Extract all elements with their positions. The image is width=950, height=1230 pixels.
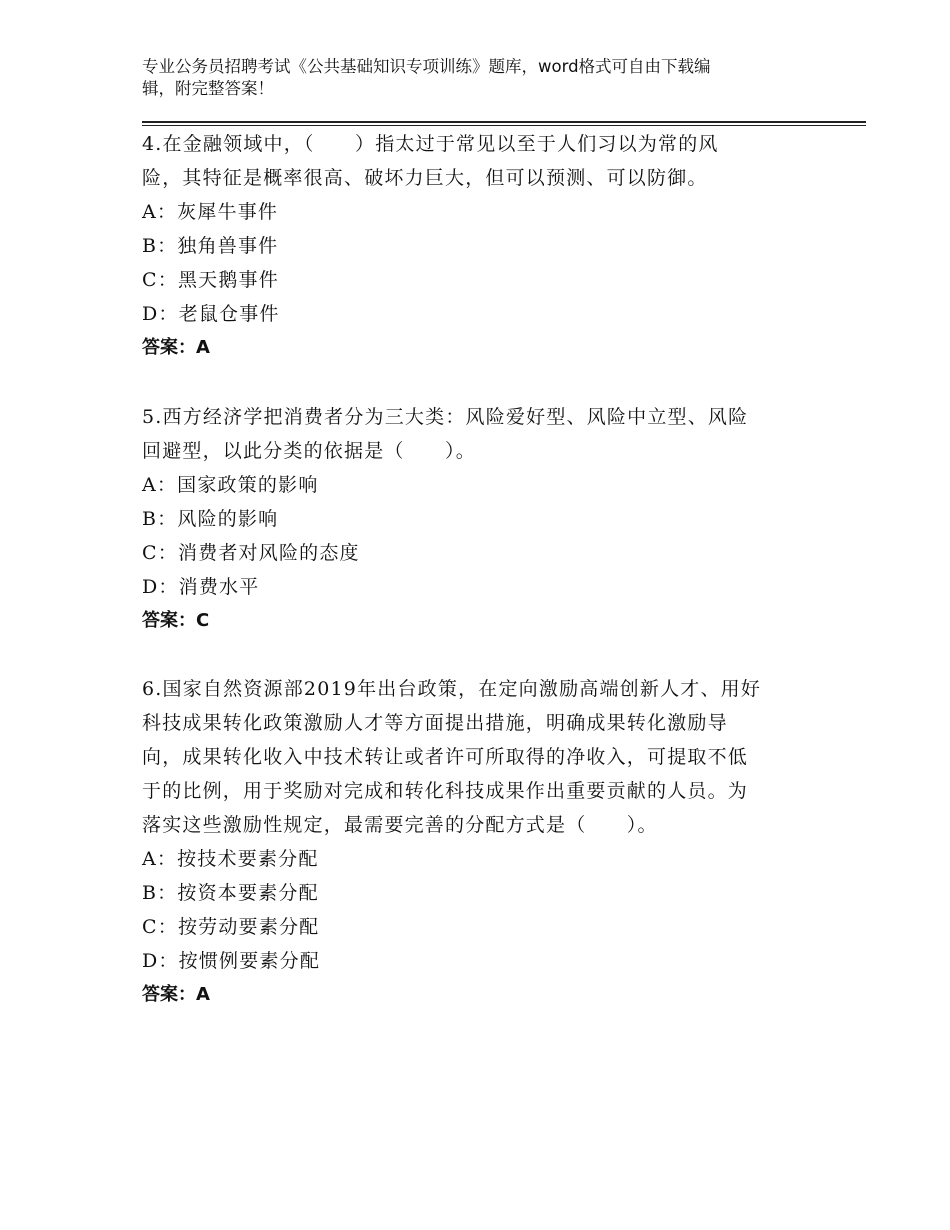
- option-a: A：国家政策的影响: [142, 474, 319, 496]
- answer-label: 答案：C: [142, 610, 210, 631]
- option-d: D：按惯例要素分配: [142, 950, 321, 972]
- question-text-line: 科技成果转化政策激励人才等方面提出措施，明确成果转化激励导: [142, 712, 728, 734]
- header-line-1: 专业公务员招聘考试《公共基础知识专项训练》题库，word格式可自由下载编: [142, 57, 711, 76]
- question-text-line: 6.国家自然资源部2019年出台政策，在定向激励高端创新人才、用好: [142, 678, 762, 700]
- question-6: [142, 672, 812, 1012]
- header-line-2: 辑，附完整答案！: [142, 79, 274, 98]
- answer-label: 答案：A: [142, 337, 210, 358]
- option-c: C：黑天鹅事件: [142, 269, 279, 291]
- option-b: B：风险的影响: [142, 508, 279, 530]
- question-text-line: 4.在金融领域中，（ ）指太过于常见以至于人们习以为常的风: [142, 133, 719, 155]
- option-a: A：灰犀牛事件: [142, 201, 279, 223]
- question-text-line: 5.西方经济学把消费者分为三大类：风险爱好型、风险中立型、风险: [142, 406, 749, 428]
- option-d: D：消费水平: [142, 576, 260, 598]
- question-text-line: 向，成果转化收入中技术转让或者许可所取得的净收入，可提取不低: [142, 746, 749, 768]
- option-b: B：按资本要素分配: [142, 882, 319, 904]
- document-header: [142, 56, 802, 100]
- question-text-line: 于的比例，用于奖励对完成和转化科技成果作出重要贡献的人员。为: [142, 780, 749, 802]
- header-divider-thin: [142, 125, 866, 126]
- option-b: B：独角兽事件: [142, 235, 279, 257]
- question-text-line: 回避型，以此分类的依据是（ ）。: [142, 440, 476, 462]
- question-4: [142, 127, 812, 365]
- answer-label: 答案：A: [142, 984, 210, 1005]
- header-divider-thick: [142, 121, 866, 123]
- question-text-line: 落实这些激励性规定，最需要完善的分配方式是（ ）。: [142, 814, 658, 836]
- question-text-line: 险，其特征是概率很高、破坏力巨大，但可以预测、可以防御。: [142, 167, 708, 189]
- option-c: C：按劳动要素分配: [142, 916, 320, 938]
- option-a: A：按技术要素分配: [142, 848, 319, 870]
- question-5: [142, 400, 812, 638]
- option-d: D：老鼠仓事件: [142, 303, 280, 325]
- option-c: C：消费者对风险的态度: [142, 542, 360, 564]
